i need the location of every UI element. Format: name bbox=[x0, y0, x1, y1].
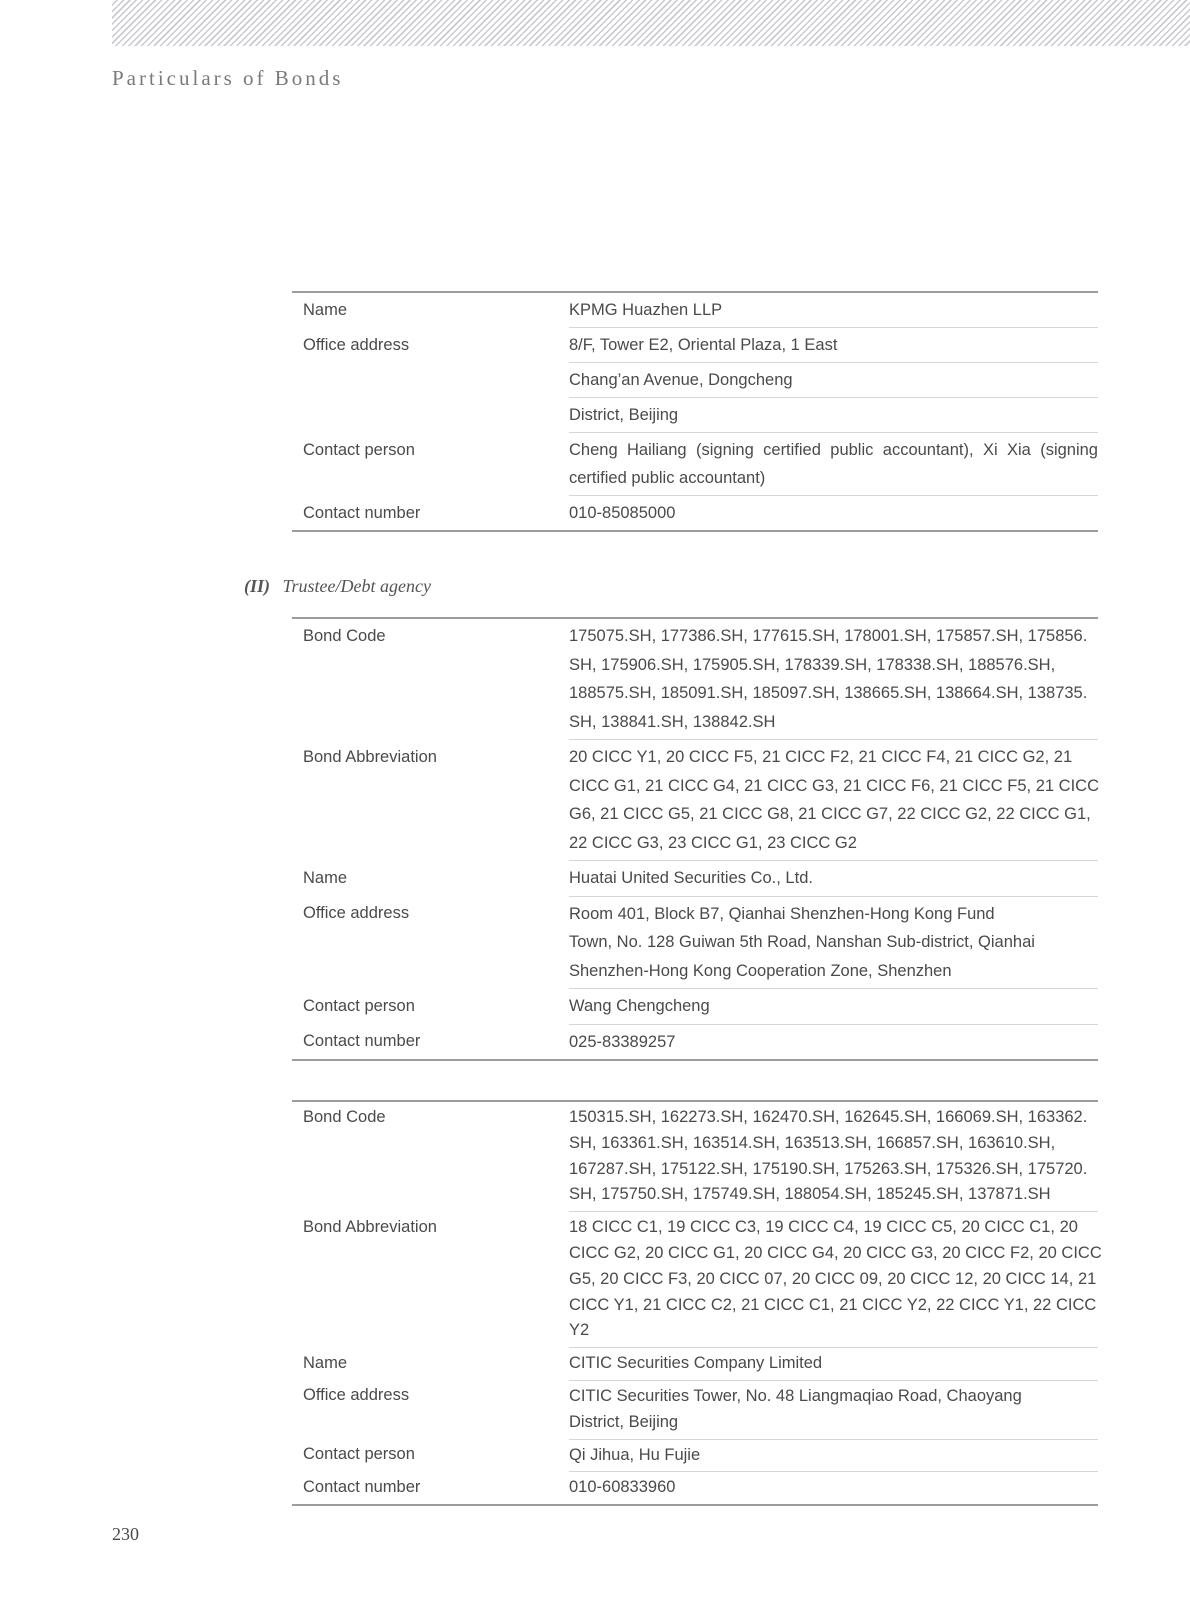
value-line: 18 CICC C1, 19 CICC C3, 19 CICC C4, 19 CICC C5, 20 CICC C1, 20 bbox=[569, 1218, 1078, 1237]
table-row bbox=[292, 861, 1098, 897]
row-label: Contact number bbox=[303, 503, 421, 522]
table-row bbox=[292, 896, 1098, 989]
value-line: 010-60833960 bbox=[569, 1478, 676, 1497]
row-value bbox=[569, 989, 1098, 1025]
value-line: 20 CICC Y1, 20 CICC F5, 21 CICC F2, 21 CICC F4, 21 CICC G2, 21 bbox=[569, 748, 1073, 766]
row-label: Contact person bbox=[303, 1445, 415, 1464]
subheading-title: Trustee/Debt agency bbox=[282, 576, 431, 596]
table-row bbox=[292, 328, 1098, 363]
value-line: Room 401, Block B7, Qianhai Shenzhen-Hong Kong Fund bbox=[569, 904, 995, 923]
section-title: Particulars of Bonds bbox=[112, 66, 344, 90]
row-label: Bond Abbreviation bbox=[303, 1217, 437, 1236]
row-label: Name bbox=[303, 1353, 348, 1372]
row-label bbox=[292, 363, 569, 398]
table-row bbox=[292, 1348, 1098, 1381]
row-label: Office address bbox=[303, 904, 410, 922]
value-line: Qi Jihua, Hu Fujie bbox=[569, 1445, 701, 1464]
page-number: 230 bbox=[112, 1524, 139, 1544]
value-line: SH, 175750.SH, 175749.SH, 188054.SH, 185245.SH, 137871.SH bbox=[569, 1185, 1051, 1204]
value-line: Chang’an Avenue, Dongcheng bbox=[569, 371, 793, 389]
value-line: District, Beijing bbox=[569, 1412, 679, 1431]
row-label: Bond Abbreviation bbox=[303, 747, 437, 766]
row-label: Contact number bbox=[303, 1477, 421, 1496]
row-value bbox=[569, 363, 1098, 398]
row-label: Contact person bbox=[303, 996, 415, 1015]
value-line: Shenzhen-Hong Kong Cooperation Zone, Shenzhen bbox=[569, 961, 952, 980]
table-row bbox=[292, 1439, 1098, 1472]
table-row bbox=[292, 1472, 1098, 1505]
row-label: Name bbox=[303, 868, 348, 887]
row-value bbox=[569, 292, 1098, 328]
value-line: 22 CICC G3, 23 CICC G1, 23 CICC G2 bbox=[569, 833, 857, 852]
row-value bbox=[569, 1380, 1098, 1439]
row-value bbox=[569, 496, 1098, 532]
row-value bbox=[569, 1101, 1098, 1212]
value-line: 150315.SH, 162273.SH, 162470.SH, 162645.SH, 166069.SH, 163362. bbox=[569, 1108, 1088, 1126]
value-line: 010-85085000 bbox=[569, 504, 676, 522]
row-label: Bond Code bbox=[303, 1108, 386, 1126]
table-row bbox=[292, 363, 1098, 398]
table-row bbox=[292, 1212, 1098, 1348]
table-row bbox=[292, 496, 1098, 532]
subheading-number: (II) bbox=[244, 576, 270, 596]
value-line: 025-83389257 bbox=[569, 1032, 676, 1051]
trustee-info-table-2 bbox=[292, 1100, 1102, 1506]
row-value bbox=[569, 861, 1098, 897]
row-value bbox=[569, 896, 1098, 989]
trustee-subheading bbox=[244, 576, 431, 597]
row-label bbox=[292, 398, 569, 433]
value-line: G6, 21 CICC G5, 21 CICC G8, 21 CICC G7, 22 CICC G2, 22 CICC G1, bbox=[569, 805, 1091, 823]
value-line: 188575.SH, 185091.SH, 185097.SH, 138665.SH, 138664.SH, 138735. bbox=[569, 684, 1088, 702]
header-hatch-band bbox=[112, 0, 1190, 46]
value-line: CICC Y1, 21 CICC C2, 21 CICC C1, 21 CICC Y2, 22 CICC Y1, 22 CICC bbox=[569, 1295, 1097, 1314]
row-label: Contact number bbox=[303, 1032, 421, 1050]
row-label: Office address bbox=[303, 1386, 410, 1405]
row-label: Bond Code bbox=[303, 627, 386, 645]
value-line: CICC G1, 21 CICC G4, 21 CICC G3, 21 CICC F6, 21 CICC F5, 21 CICC bbox=[569, 776, 1099, 795]
value-line: 167287.SH, 175122.SH, 175190.SH, 175263.SH, 175326.SH, 175720. bbox=[569, 1159, 1088, 1178]
row-label: Office address bbox=[303, 335, 410, 354]
value-line: SH, 163361.SH, 163514.SH, 163513.SH, 166857.SH, 163610.SH, bbox=[569, 1133, 1056, 1152]
table-row bbox=[292, 618, 1098, 740]
row-value bbox=[569, 1439, 1098, 1472]
row-value bbox=[569, 618, 1098, 740]
value-line: District, Beijing bbox=[569, 406, 679, 424]
row-label: Name bbox=[303, 301, 348, 319]
value-line: Y2 bbox=[569, 1321, 590, 1340]
row-value bbox=[569, 398, 1098, 433]
table-row bbox=[292, 740, 1098, 861]
row-value bbox=[569, 1024, 1098, 1060]
row-value bbox=[569, 1212, 1102, 1348]
value-line: CITIC Securities Tower, No. 48 Liangmaqiao Road, Chaoyang bbox=[569, 1386, 1022, 1405]
value-line: Wang Chengcheng bbox=[569, 997, 710, 1015]
row-value bbox=[569, 1472, 1098, 1505]
value-line: SH, 138841.SH, 138842.SH bbox=[569, 712, 776, 731]
value-line: CICC G2, 20 CICC G1, 20 CICC G4, 20 CICC G3, 20 CICC F2, 20 CICC bbox=[569, 1243, 1102, 1262]
row-label: Contact person bbox=[303, 440, 415, 459]
value-line: 8/F, Tower E2, Oriental Plaza, 1 East bbox=[569, 336, 838, 354]
table-row bbox=[292, 1024, 1098, 1060]
value-line: 175075.SH, 177386.SH, 177615.SH, 178001.SH, 175857.SH, 175856. bbox=[569, 627, 1088, 645]
value-line: Town, No. 128 Guiwan 5th Road, Nanshan Sub-district, Qianhai bbox=[569, 933, 1035, 951]
trustee-info-table-1 bbox=[292, 617, 1098, 1061]
value-line: G5, 20 CICC F3, 20 CICC 07, 20 CICC 09, 20 CICC 12, 20 CICC 14, 21 bbox=[569, 1269, 1097, 1288]
value-line: KPMG Huazhen LLP bbox=[569, 301, 723, 319]
auditor-info-table bbox=[292, 291, 1098, 532]
table-row bbox=[292, 1380, 1098, 1439]
table-row bbox=[292, 433, 1098, 496]
value-line: CITIC Securities Company Limited bbox=[569, 1354, 823, 1373]
row-value bbox=[569, 328, 1098, 363]
table-row bbox=[292, 292, 1098, 328]
row-value bbox=[569, 740, 1098, 861]
value-line: SH, 175906.SH, 175905.SH, 178339.SH, 178338.SH, 188576.SH, bbox=[569, 655, 1056, 674]
row-value bbox=[569, 1348, 1098, 1381]
table-row bbox=[292, 398, 1098, 433]
table-row bbox=[292, 989, 1098, 1025]
row-value: Cheng Hailiang (signing certified public accountant), Xi Xia (signing certified public accountant) bbox=[569, 433, 1098, 496]
table-row bbox=[292, 1101, 1098, 1212]
value-line: Huatai United Securities Co., Ltd. bbox=[569, 869, 813, 887]
